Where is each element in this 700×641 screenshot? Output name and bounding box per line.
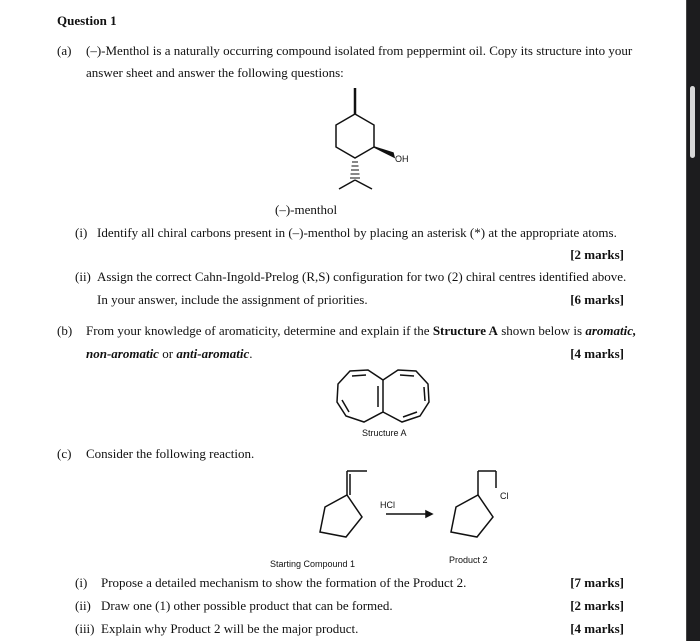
part-c-q1-text: Propose a detailed mechanism to show the formation of the Product 2.: [101, 575, 467, 590]
part-a-q1-marks: [2 marks]: [570, 247, 624, 262]
part-c-label: (c): [57, 446, 72, 461]
part-c-q1-marks: [7 marks]: [570, 575, 624, 590]
reaction-scheme: [290, 462, 510, 552]
oh-label: OH: [395, 154, 409, 164]
part-c-q3-text: Explain why Product 2 will be the major product.: [101, 621, 359, 636]
product-label: Product 2: [449, 555, 488, 565]
part-a-q2-label: (ii): [75, 269, 91, 284]
non-aromatic-term: non-aromatic: [86, 346, 159, 361]
part-c-q3-marks: [4 marks]: [570, 621, 624, 636]
isopropyl-bond-right: [355, 180, 372, 189]
menthol-structure: [320, 80, 420, 195]
part-a-q2-line2: In your answer, include the assignment of priorities.: [97, 292, 368, 307]
part-c-q2-label: (ii): [75, 598, 91, 613]
isopropyl-bond-left: [339, 180, 355, 189]
wedge-bond-oh: [374, 147, 394, 157]
part-a-q2-marks: [6 marks]: [570, 292, 624, 307]
part-a-intro-line2: answer sheet and answer the following questions:: [86, 65, 344, 80]
part-b-or: or: [158, 346, 177, 361]
structure-a-label: Structure A: [362, 428, 407, 438]
part-a-intro-line1: (–)-Menthol is a naturally occurring compound isolated from peppermint oil. Copy its structure into your: [86, 43, 633, 58]
part-b-period: .: [249, 346, 253, 361]
aromatic-term: aromatic,: [585, 323, 637, 338]
part-b-line2: [86, 346, 253, 362]
part-b-line1-prefix: From your knowledge of aromaticity, determine and explain if the: [86, 323, 433, 338]
part-c-q1-label: (i): [75, 575, 88, 590]
part-b-marks: [4 marks]: [570, 346, 624, 361]
starting-cyclopentane: [320, 495, 362, 537]
part-c-intro: Consider the following reaction.: [86, 446, 255, 461]
product-cyclopentane: [451, 495, 493, 537]
part-a-q1-label: (i): [75, 225, 88, 240]
cyclohexane-ring: [336, 114, 374, 158]
part-b-line1-mid: shown below is: [497, 323, 586, 338]
compound-name: (–)-menthol: [275, 202, 338, 217]
cl-label: Cl: [500, 491, 509, 501]
part-a-label: (a): [57, 43, 72, 58]
double-bond-1: [352, 375, 366, 376]
part-c-q2-marks: [2 marks]: [570, 598, 624, 613]
left-ring: [337, 370, 383, 422]
part-b-label: (b): [57, 323, 73, 338]
structure-a-ref: Structure A: [432, 323, 498, 338]
part-c-q2-text: Draw one (1) other possible product that can be formed.: [101, 598, 393, 613]
double-bond-5: [403, 412, 417, 417]
reaction-arrow-head: [426, 511, 432, 517]
double-bond-4: [424, 387, 425, 401]
part-a-q2-line1: Assign the correct Cahn-Ingold-Prelog (R,S) configuration for two (2) chiral centres identified above.: [97, 269, 627, 284]
part-a-q1-text: Identify all chiral carbons present in (–)-menthol by placing an asterisk (*) at the appropriate atoms.: [97, 225, 617, 240]
reagent-label: HCl: [380, 500, 395, 510]
question-title: Question 1: [57, 13, 117, 28]
hashed-bond-isopropyl: [350, 162, 360, 178]
part-b-line1: [86, 323, 636, 339]
double-bond-3: [400, 375, 414, 376]
part-c-q3-label: (iii): [75, 621, 95, 636]
right-ring: [383, 370, 429, 422]
anti-aromatic-term: anti-aromatic: [176, 346, 250, 361]
structure-a: [328, 362, 438, 430]
scrollbar-thumb[interactable]: [690, 86, 695, 158]
starting-compound-label: Starting Compound 1: [270, 559, 356, 569]
